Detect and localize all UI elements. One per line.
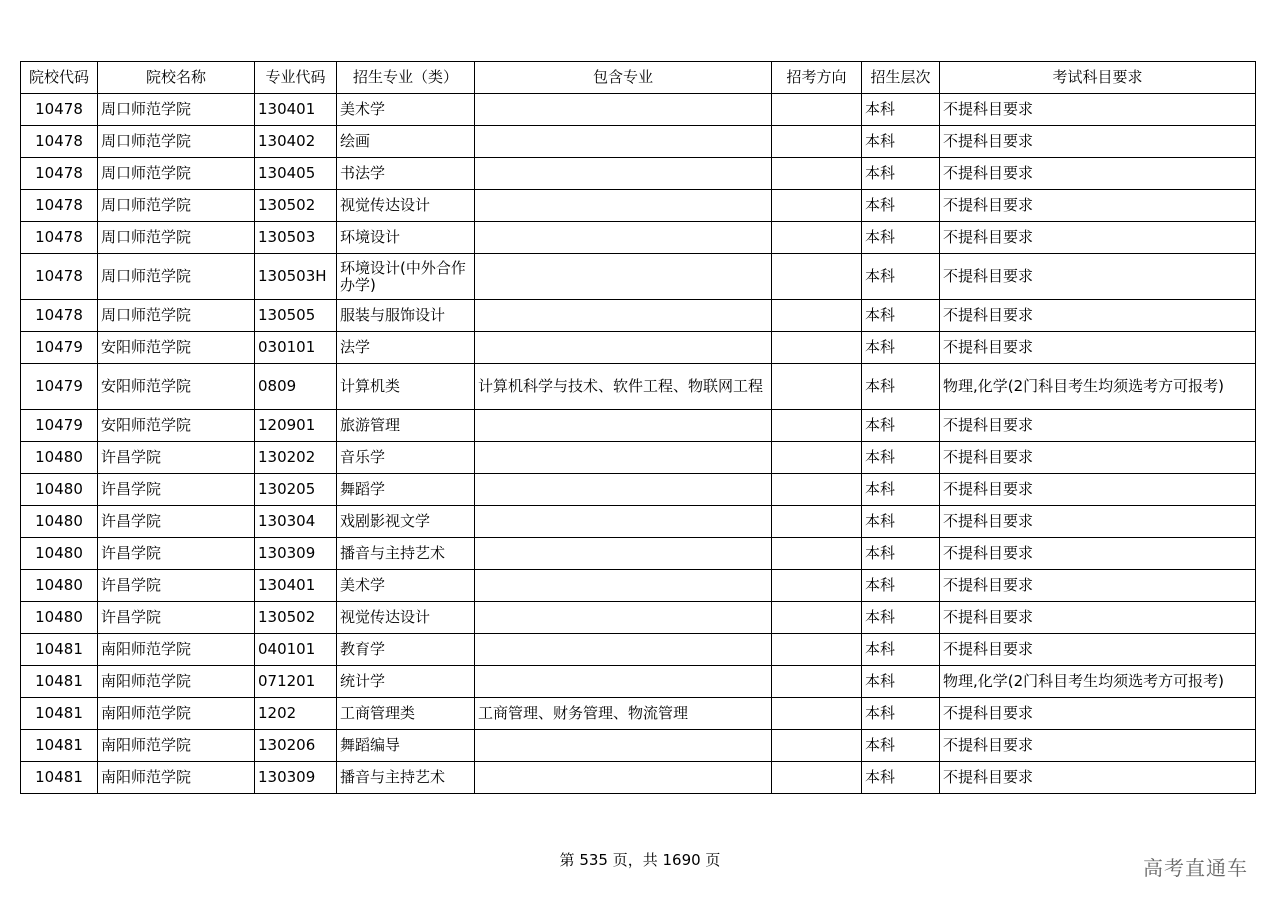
cell-included-majors bbox=[475, 602, 772, 634]
cell-school-name: 许昌学院 bbox=[98, 570, 255, 602]
cell-major-code: 040101 bbox=[255, 634, 337, 666]
cell-major-code: 130309 bbox=[255, 538, 337, 570]
table-row bbox=[21, 730, 1256, 762]
cell-major: 舞蹈学 bbox=[337, 474, 475, 506]
cell-major: 播音与主持艺术 bbox=[337, 762, 475, 794]
cell-direction bbox=[772, 190, 862, 222]
watermark: 高考直通车 bbox=[1143, 856, 1248, 880]
cell-included-majors: 工商管理、财务管理、物流管理 bbox=[475, 698, 772, 730]
table-row bbox=[21, 332, 1256, 364]
header-direction: 招考方向 bbox=[772, 62, 862, 94]
cell-direction bbox=[772, 94, 862, 126]
cell-major-code: 130502 bbox=[255, 190, 337, 222]
cell-subject-requirement: 不提科目要求 bbox=[940, 190, 1256, 222]
table-row bbox=[21, 222, 1256, 254]
cell-school-name: 南阳师范学院 bbox=[98, 634, 255, 666]
cell-direction bbox=[772, 332, 862, 364]
cell-included-majors bbox=[475, 730, 772, 762]
cell-major: 法学 bbox=[337, 332, 475, 364]
cell-direction bbox=[772, 730, 862, 762]
cell-school-name: 许昌学院 bbox=[98, 506, 255, 538]
table-row bbox=[21, 570, 1256, 602]
cell-major-code: 1202 bbox=[255, 698, 337, 730]
cell-direction bbox=[772, 474, 862, 506]
page-number: 第 535 页，共 1690 页 bbox=[559, 851, 721, 869]
cell-subject-requirement: 不提科目要求 bbox=[940, 474, 1256, 506]
cell-level: 本科 bbox=[862, 254, 940, 300]
cell-included-majors bbox=[475, 538, 772, 570]
cell-school-code: 10478 bbox=[21, 190, 98, 222]
cell-major-code: 120901 bbox=[255, 410, 337, 442]
cell-major-code: 130401 bbox=[255, 570, 337, 602]
cell-school-name: 周口师范学院 bbox=[98, 94, 255, 126]
cell-subject-requirement: 不提科目要求 bbox=[940, 730, 1256, 762]
cell-major: 视觉传达设计 bbox=[337, 190, 475, 222]
cell-level: 本科 bbox=[862, 126, 940, 158]
cell-major-code: 130405 bbox=[255, 158, 337, 190]
table-row bbox=[21, 474, 1256, 506]
cell-subject-requirement: 不提科目要求 bbox=[940, 762, 1256, 794]
cell-direction bbox=[772, 506, 862, 538]
cell-level: 本科 bbox=[862, 364, 940, 410]
cell-subject-requirement: 不提科目要求 bbox=[940, 126, 1256, 158]
table-row bbox=[21, 410, 1256, 442]
cell-major: 计算机类 bbox=[337, 364, 475, 410]
cell-school-code: 10480 bbox=[21, 506, 98, 538]
cell-major: 音乐学 bbox=[337, 442, 475, 474]
cell-school-code: 10480 bbox=[21, 442, 98, 474]
cell-included-majors bbox=[475, 300, 772, 332]
cell-major-code: 0809 bbox=[255, 364, 337, 410]
table-row bbox=[21, 634, 1256, 666]
cell-school-name: 南阳师范学院 bbox=[98, 698, 255, 730]
cell-direction bbox=[772, 602, 862, 634]
cell-subject-requirement: 不提科目要求 bbox=[940, 410, 1256, 442]
cell-school-code: 10478 bbox=[21, 126, 98, 158]
table-row bbox=[21, 300, 1256, 332]
cell-school-name: 许昌学院 bbox=[98, 602, 255, 634]
cell-subject-requirement: 不提科目要求 bbox=[940, 158, 1256, 190]
cell-direction bbox=[772, 300, 862, 332]
cell-direction bbox=[772, 158, 862, 190]
cell-major-code: 130304 bbox=[255, 506, 337, 538]
cell-major-code: 130309 bbox=[255, 762, 337, 794]
cell-school-name: 南阳师范学院 bbox=[98, 730, 255, 762]
cell-major-code: 030101 bbox=[255, 332, 337, 364]
cell-school-name: 周口师范学院 bbox=[98, 190, 255, 222]
cell-direction bbox=[772, 666, 862, 698]
cell-direction bbox=[772, 410, 862, 442]
cell-school-code: 10481 bbox=[21, 762, 98, 794]
table-row bbox=[21, 698, 1256, 730]
cell-subject-requirement: 不提科目要求 bbox=[940, 698, 1256, 730]
cell-direction bbox=[772, 570, 862, 602]
cell-level: 本科 bbox=[862, 158, 940, 190]
cell-school-code: 10478 bbox=[21, 158, 98, 190]
cell-level: 本科 bbox=[862, 634, 940, 666]
cell-school-code: 10479 bbox=[21, 364, 98, 410]
cell-included-majors bbox=[475, 158, 772, 190]
cell-level: 本科 bbox=[862, 506, 940, 538]
cell-direction bbox=[772, 126, 862, 158]
cell-major-code: 130503 bbox=[255, 222, 337, 254]
cell-school-code: 10478 bbox=[21, 300, 98, 332]
cell-major: 舞蹈编导 bbox=[337, 730, 475, 762]
cell-school-name: 安阳师范学院 bbox=[98, 410, 255, 442]
table-row bbox=[21, 190, 1256, 222]
cell-school-code: 10481 bbox=[21, 634, 98, 666]
cell-level: 本科 bbox=[862, 474, 940, 506]
cell-subject-requirement: 不提科目要求 bbox=[940, 570, 1256, 602]
cell-direction bbox=[772, 538, 862, 570]
header-included-majors: 包含专业 bbox=[475, 62, 772, 94]
table-row bbox=[21, 364, 1256, 410]
cell-included-majors bbox=[475, 410, 772, 442]
cell-level: 本科 bbox=[862, 190, 940, 222]
cell-subject-requirement: 不提科目要求 bbox=[940, 332, 1256, 364]
cell-major: 播音与主持艺术 bbox=[337, 538, 475, 570]
cell-direction bbox=[772, 762, 862, 794]
cell-level: 本科 bbox=[862, 570, 940, 602]
cell-major: 视觉传达设计 bbox=[337, 602, 475, 634]
cell-included-majors bbox=[475, 126, 772, 158]
cell-school-code: 10480 bbox=[21, 538, 98, 570]
cell-level: 本科 bbox=[862, 602, 940, 634]
cell-included-majors bbox=[475, 94, 772, 126]
table-row bbox=[21, 158, 1256, 190]
cell-level: 本科 bbox=[862, 222, 940, 254]
cell-major: 环境设计 bbox=[337, 222, 475, 254]
cell-included-majors bbox=[475, 506, 772, 538]
cell-school-name: 安阳师范学院 bbox=[98, 364, 255, 410]
table-body bbox=[21, 94, 1256, 794]
cell-major: 服装与服饰设计 bbox=[337, 300, 475, 332]
cell-school-code: 10480 bbox=[21, 474, 98, 506]
header-major: 招生专业（类） bbox=[337, 62, 475, 94]
cell-subject-requirement: 不提科目要求 bbox=[940, 602, 1256, 634]
cell-subject-requirement: 不提科目要求 bbox=[940, 222, 1256, 254]
cell-major: 旅游管理 bbox=[337, 410, 475, 442]
cell-level: 本科 bbox=[862, 698, 940, 730]
cell-level: 本科 bbox=[862, 730, 940, 762]
cell-major: 美术学 bbox=[337, 570, 475, 602]
cell-subject-requirement: 不提科目要求 bbox=[940, 254, 1256, 300]
cell-school-code: 10481 bbox=[21, 698, 98, 730]
cell-direction bbox=[772, 634, 862, 666]
cell-level: 本科 bbox=[862, 442, 940, 474]
cell-school-code: 10478 bbox=[21, 254, 98, 300]
table-row bbox=[21, 666, 1256, 698]
cell-school-name: 周口师范学院 bbox=[98, 158, 255, 190]
cell-subject-requirement: 物理,化学(2门科目考生均须选考方可报考) bbox=[940, 666, 1256, 698]
cell-subject-requirement: 不提科目要求 bbox=[940, 538, 1256, 570]
table-row bbox=[21, 94, 1256, 126]
cell-major-code: 130205 bbox=[255, 474, 337, 506]
cell-level: 本科 bbox=[862, 410, 940, 442]
cell-level: 本科 bbox=[862, 538, 940, 570]
cell-school-name: 周口师范学院 bbox=[98, 126, 255, 158]
cell-school-code: 10478 bbox=[21, 94, 98, 126]
cell-included-majors bbox=[475, 332, 772, 364]
table-header bbox=[21, 62, 1256, 94]
cell-level: 本科 bbox=[862, 94, 940, 126]
header-major-code: 专业代码 bbox=[255, 62, 337, 94]
header-subject-requirement: 考试科目要求 bbox=[940, 62, 1256, 94]
cell-included-majors bbox=[475, 254, 772, 300]
cell-subject-requirement: 不提科目要求 bbox=[940, 94, 1256, 126]
cell-included-majors bbox=[475, 442, 772, 474]
cell-school-name: 南阳师范学院 bbox=[98, 666, 255, 698]
cell-major-code: 130503H bbox=[255, 254, 337, 300]
admission-table bbox=[20, 61, 1256, 794]
cell-included-majors: 计算机科学与技术、软件工程、物联网工程 bbox=[475, 364, 772, 410]
cell-school-code: 10479 bbox=[21, 332, 98, 364]
cell-major-code: 130401 bbox=[255, 94, 337, 126]
cell-school-code: 10480 bbox=[21, 570, 98, 602]
table-row bbox=[21, 602, 1256, 634]
cell-included-majors bbox=[475, 634, 772, 666]
cell-school-name: 周口师范学院 bbox=[98, 300, 255, 332]
cell-major-code: 130502 bbox=[255, 602, 337, 634]
cell-level: 本科 bbox=[862, 332, 940, 364]
cell-major: 教育学 bbox=[337, 634, 475, 666]
cell-subject-requirement: 不提科目要求 bbox=[940, 442, 1256, 474]
cell-school-name: 南阳师范学院 bbox=[98, 762, 255, 794]
cell-major: 统计学 bbox=[337, 666, 475, 698]
cell-school-name: 许昌学院 bbox=[98, 538, 255, 570]
cell-major: 工商管理类 bbox=[337, 698, 475, 730]
header-row bbox=[21, 62, 1256, 94]
cell-major-code: 130202 bbox=[255, 442, 337, 474]
cell-direction bbox=[772, 698, 862, 730]
cell-major: 书法学 bbox=[337, 158, 475, 190]
cell-level: 本科 bbox=[862, 762, 940, 794]
cell-major: 绘画 bbox=[337, 126, 475, 158]
cell-major: 环境设计(中外合作办学) bbox=[337, 254, 475, 300]
cell-school-code: 10480 bbox=[21, 602, 98, 634]
cell-included-majors bbox=[475, 570, 772, 602]
cell-school-code: 10479 bbox=[21, 410, 98, 442]
cell-school-name: 安阳师范学院 bbox=[98, 332, 255, 364]
cell-major-code: 130402 bbox=[255, 126, 337, 158]
cell-subject-requirement: 不提科目要求 bbox=[940, 300, 1256, 332]
cell-school-code: 10481 bbox=[21, 730, 98, 762]
cell-included-majors bbox=[475, 666, 772, 698]
cell-school-name: 周口师范学院 bbox=[98, 222, 255, 254]
table-row bbox=[21, 538, 1256, 570]
cell-major-code: 130505 bbox=[255, 300, 337, 332]
table-row bbox=[21, 126, 1256, 158]
cell-school-name: 周口师范学院 bbox=[98, 254, 255, 300]
cell-school-code: 10478 bbox=[21, 222, 98, 254]
cell-school-name: 许昌学院 bbox=[98, 442, 255, 474]
cell-level: 本科 bbox=[862, 666, 940, 698]
cell-included-majors bbox=[475, 474, 772, 506]
cell-included-majors bbox=[475, 762, 772, 794]
cell-subject-requirement: 不提科目要求 bbox=[940, 506, 1256, 538]
cell-direction bbox=[772, 364, 862, 410]
cell-major-code: 130206 bbox=[255, 730, 337, 762]
cell-direction bbox=[772, 254, 862, 300]
cell-direction bbox=[772, 442, 862, 474]
header-school-name: 院校名称 bbox=[98, 62, 255, 94]
cell-subject-requirement: 物理,化学(2门科目考生均须选考方可报考) bbox=[940, 364, 1256, 410]
cell-direction bbox=[772, 222, 862, 254]
cell-school-name: 许昌学院 bbox=[98, 474, 255, 506]
cell-included-majors bbox=[475, 190, 772, 222]
cell-subject-requirement: 不提科目要求 bbox=[940, 634, 1256, 666]
cell-level: 本科 bbox=[862, 300, 940, 332]
cell-major: 美术学 bbox=[337, 94, 475, 126]
cell-school-code: 10481 bbox=[21, 666, 98, 698]
table-row bbox=[21, 506, 1256, 538]
header-school-code: 院校代码 bbox=[21, 62, 98, 94]
cell-included-majors bbox=[475, 222, 772, 254]
table-row bbox=[21, 254, 1256, 300]
cell-major: 戏剧影视文学 bbox=[337, 506, 475, 538]
header-level: 招生层次 bbox=[862, 62, 940, 94]
table-row bbox=[21, 762, 1256, 794]
cell-major-code: 071201 bbox=[255, 666, 337, 698]
table-row bbox=[21, 442, 1256, 474]
